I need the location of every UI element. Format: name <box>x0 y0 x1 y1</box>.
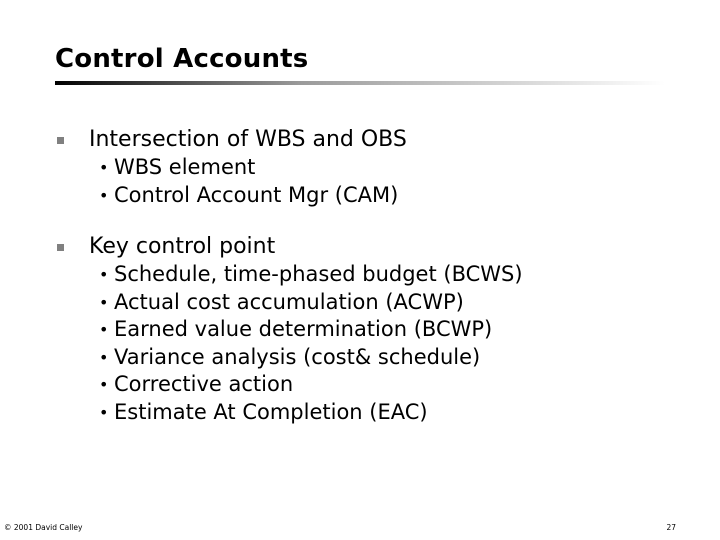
dot-bullet-icon: • <box>99 347 109 367</box>
sub-bullet-text: Actual cost accumulation (ACWP) <box>114 289 464 314</box>
dot-bullet-icon: • <box>99 185 109 205</box>
main-bullet <box>56 233 676 261</box>
dot-bullet-icon: • <box>99 402 109 422</box>
bullet-block <box>56 233 676 426</box>
sub-bullet <box>56 316 676 344</box>
sub-bullet <box>56 182 676 210</box>
bullet-block <box>56 126 676 209</box>
sub-bullet <box>56 154 676 182</box>
square-bullet-icon <box>57 137 64 144</box>
sub-bullet-text: Variance analysis (cost& schedule) <box>114 344 481 369</box>
footer-copyright: © 2001 David Calley <box>4 523 83 532</box>
main-bullet <box>56 126 676 154</box>
sub-bullet <box>56 344 676 372</box>
main-bullet-text: Intersection of WBS and OBS <box>89 127 407 152</box>
title-underline <box>55 81 665 85</box>
sub-bullet-list <box>56 154 676 209</box>
sub-bullet <box>56 289 676 317</box>
dot-bullet-icon: • <box>99 292 109 312</box>
dot-bullet-icon: • <box>99 375 109 394</box>
sub-bullet <box>56 261 676 289</box>
sub-bullet-list <box>56 261 676 426</box>
sub-bullet-text: Schedule, time-phased budget (BCWS) <box>114 262 523 286</box>
sub-bullet-text: Estimate At Completion (EAC) <box>114 399 428 424</box>
dot-bullet-icon: • <box>99 265 109 284</box>
slide-title: Control Accounts <box>55 44 309 74</box>
sub-bullet <box>56 371 676 399</box>
sub-bullet-text: WBS element <box>114 155 256 179</box>
page-number: 27 <box>666 523 676 532</box>
square-bullet-icon <box>57 244 64 251</box>
sub-bullet-text: Control Account Mgr (CAM) <box>114 182 399 207</box>
dot-bullet-icon: • <box>99 158 109 177</box>
sub-bullet-text: Corrective action <box>114 372 294 396</box>
main-bullet-text: Key control point <box>89 234 276 259</box>
dot-bullet-icon: • <box>99 320 109 339</box>
sub-bullet <box>56 399 676 427</box>
sub-bullet-text: Earned value determination (BCWP) <box>114 317 493 341</box>
